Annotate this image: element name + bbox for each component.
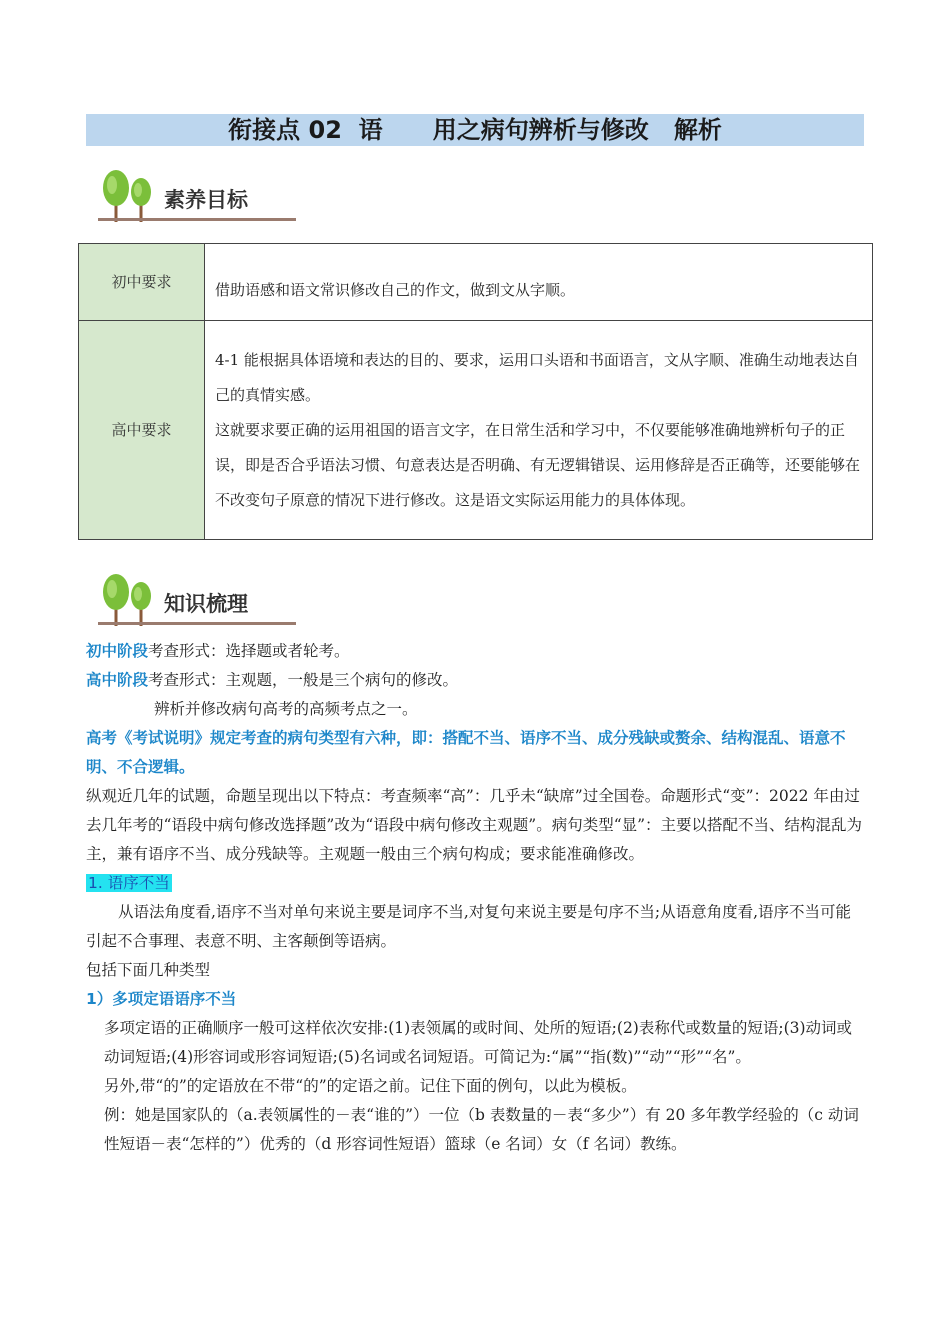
text-line [86, 666, 866, 695]
table-row [79, 244, 873, 321]
heading-underline [98, 218, 296, 221]
paragraph: 另外,带“的”的定语放在不带“的”的定语之前。记住下面的例句，以此为模板。 [104, 1077, 637, 1095]
paragraph: 从语法角度看,语序不当对单句来说主要是词序不当,对复句来说主要是句序不当;从语意角度看,语序不当可能引起不合事理、表意不明、主客颠倒等语病。 [86, 903, 852, 950]
page-title: 衔接点 02 语 用之病句辨析与修改 解析 [228, 116, 722, 144]
section-heading-knowledge [98, 572, 318, 628]
example: 例：她是国家队的（a.表领属性的－表“谁的”）一位（b 表数量的－表“多少”）有 20 多年教学经验的（c 动词性短语－表“怎样的”）优秀的（d 形容词性短语）篮球（e 名词）女（f 名词）教练。 [104, 1106, 859, 1153]
requirement-text: 4-1 能根据具体语境和表达的目的、要求，运用口头语和书面语言，文从字顺、准确生动地表达自己的真情实感。 [215, 350, 859, 404]
text-line: 辨析并修改病句高考的高频考点之一。 [154, 700, 418, 718]
subsection-heading: 1. 语序不当 [88, 874, 170, 892]
tree-icon [98, 572, 162, 628]
section-heading-text: 素养目标 [164, 188, 248, 212]
row-label: 高中要求 [79, 321, 205, 540]
text-line [86, 637, 866, 666]
requirement-text: 这就要求要正确的运用祖国的语言文字，在日常生活和学习中，不仅要能够准确地辨析句子的正误，即是否合乎语法习惯、句意表达是否明确、有无逻辑错误、运用修辞是否正确等，还要能够在不改变句子原意的情况下进行修改。这是语文实际运用能力的具体体现。 [215, 420, 861, 509]
row-content [205, 321, 873, 540]
title-bar [86, 114, 864, 146]
main-content [86, 637, 866, 1159]
stage-label: 高中阶段 [86, 671, 149, 689]
text-line [86, 869, 866, 898]
text-line: 包括下面几种类型 [86, 961, 211, 979]
row-label: 初中要求 [79, 244, 205, 321]
heading-underline [98, 622, 296, 625]
requirement-text: 借助语感和语文常识修改自己的作文，做到文从字顺。 [215, 280, 576, 299]
section-heading-goals [98, 168, 318, 224]
stage-text: 考查形式：选择题或者轮考。 [148, 642, 350, 660]
stage-text: 考查形式：主观题，一般是三个病句的修改。 [148, 671, 459, 689]
section-heading-text: 知识梳理 [164, 592, 248, 616]
exam-types: 高考《考试说明》规定考查的病句类型有六种，即：搭配不当、语序不当、成分残缺或赘余、结构混乱、语意不明、不合逻辑。 [86, 729, 846, 776]
sub-heading: 1）多项定语语序不当 [86, 990, 237, 1008]
table-row [79, 321, 873, 540]
tree-icon [98, 168, 162, 224]
stage-label: 初中阶段 [86, 642, 149, 660]
paragraph: 多项定语的正确顺序一般可这样依次安排:(1)表领属的或时间、处所的短语;(2)表称代或数量的短语;(3)动词或动词短语;(4)形容词或形容词短语;(5)名词或名词短语。可简记为:“属”“指(数)”“动”“形”“名”。 [104, 1019, 853, 1066]
row-content [205, 244, 873, 321]
requirements-table [78, 243, 873, 540]
paragraph: 纵观近几年的试题，命题呈现出以下特点：考查频率“高”：几乎未“缺席”过全国卷。命题形式“变”：2022 年由过去几年考的“语段中病句修改选择题”改为“语段中病句修改主观题”。病句类型“显”：主要以搭配不当、结构混乱为主，兼有语序不当、成分残缺等。主观题一般由三个病句构成；要求能准确修改。 [86, 787, 863, 863]
